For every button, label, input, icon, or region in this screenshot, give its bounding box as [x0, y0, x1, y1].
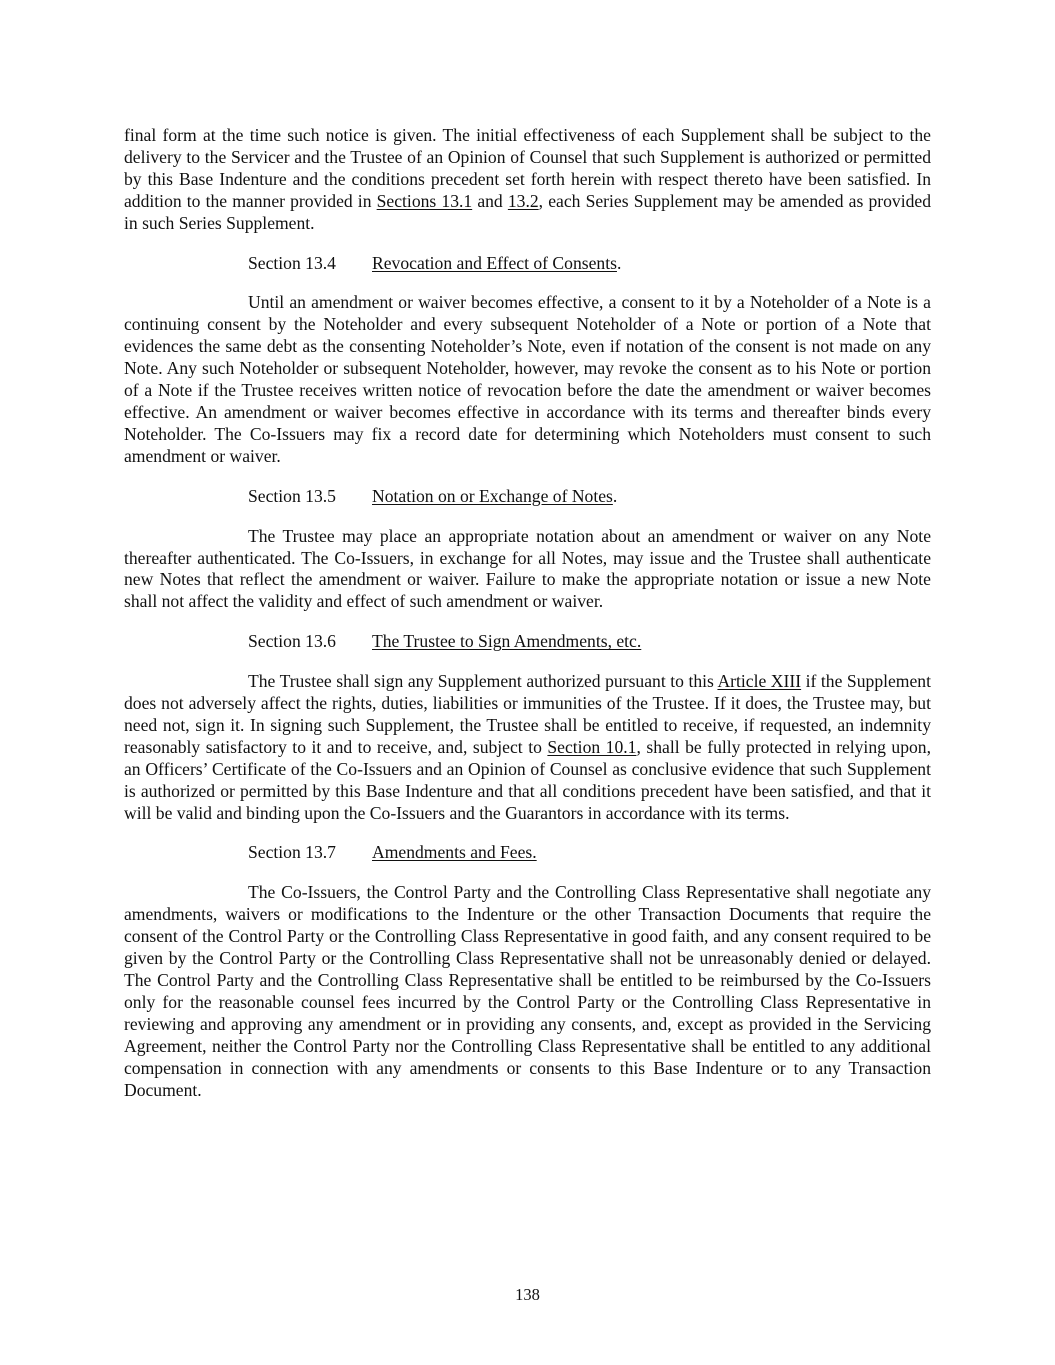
section-13-6-body — [124, 671, 931, 824]
section-13-2-reference: 13.2 — [507, 190, 539, 211]
section-13-6-body-part-3: , shall be fully protected in relying upon, an Officers’ Certificate of the Co-Issuers and an Opinion of Counsel as conclusive evidence that such Supplement is authorized or permitted by this Base Indenture and that all conditions precedent have been satisfied, and that it will be valid and binding upon the Co-Issuers and the Guarantors in accordance with its terms. — [124, 736, 932, 823]
section-13-5-number: Section 13.5 — [248, 485, 336, 506]
section-13-4-heading — [248, 253, 931, 275]
intro-paragraph — [124, 125, 931, 235]
sections-13-1-reference: Sections 13.1 — [376, 190, 473, 211]
section-13-7-number: Section 13.7 — [248, 842, 336, 863]
section-13-4-number: Section 13.4 — [248, 252, 336, 273]
section-13-5-body: The Trustee may place an appropriate notation about an amendment or waiver on any Note thereafter authenticated. The Co-Issuers, in exchange for all Notes, may issue and the Trustee shall authenticate new Notes that reflect the amendment or waiver. Failure to make the appropriate notation or issue a new Note shall not affect the validity and effect of such amendment or waiver. — [124, 525, 931, 612]
section-13-5-title: Notation on or Exchange of Notes — [372, 485, 613, 506]
section-13-5-title-period: . — [612, 485, 618, 506]
intro-text-1: final form at the time such notice is given. The initial effectiveness of each Supplement shall be subject to the delivery to the Servicer and the Trustee of an Opinion of Counsel that such Supplement is authorized or permitted by this Base Indenture and the conditions precedent set forth herein with respect thereto have been satisfied. In addition to the manner provided in — [124, 125, 931, 211]
section-13-6-heading — [248, 631, 931, 653]
section-13-4-title: Revocation and Effect of Consents — [372, 252, 617, 273]
section-10-1-reference: Section 10.1 — [547, 736, 637, 757]
section-13-6-body-part-2: if the Supplement does not adversely affect the rights, duties, liabilities or immunities of the Trustee. If it does, the Trustee may, but need not, sign it. In signing such Supplement, the Trustee shall be entitled to receive, if requested, an indemnity reasonably satisfactory to it and to receive, and, subject to — [124, 671, 931, 757]
section-13-6-title: The Trustee to Sign Amendments, etc. — [372, 631, 642, 652]
section-13-5-heading — [248, 486, 931, 508]
section-13-7-heading — [248, 842, 931, 864]
page-number: 138 — [515, 1285, 540, 1304]
section-13-4-body: Until an amendment or waiver becomes effective, a consent to it by a Noteholder of a Note is a continuing consent by the Noteholder and every subsequent Noteholder of a Note or portion of a Note that evidences the same debt as the consenting Noteholder’s Note, even if notation of the consent is not made on any Note. Any such Noteholder or subsequent Noteholder, however, may revoke the consent as to his Note or portion of a Note if the Trustee receives written notice of revocation before the date the amendment or waiver becomes effective. An amendment or waiver becomes effective in accordance with its terms and thereafter binds every Noteholder. The Co-Issuers may fix a record date for determining which Noteholders must consent to such amendment or waiver. — [124, 292, 931, 466]
intro-text-3: , each Series Supplement may be amended as provided in such Series Supplement. — [124, 190, 932, 233]
section-13-6-number: Section 13.6 — [248, 631, 336, 652]
section-13-6-body-part-1: The Trustee shall sign any Supplement authorized pursuant to this — [248, 671, 718, 692]
section-13-7-body: The Co-Issuers, the Control Party and the Controlling Class Representative shall negotiate any amendments, waivers or modifications to the Indenture or the other Transaction Documents that require the consent of the Control Party or the Controlling Class Representative in good faith, and any consent required to be given by the Control Party or the Controlling Class Representative shall not be unreasonably denied or delayed. The Control Party and the Controlling Class Representative shall be entitled to be reimbursed by the Co-Issuers only for the reasonable counsel fees incurred by the Control Party or the Controlling Class Representative in reviewing and approving any amendment or in providing any consents, and, except as provided in the Servicing Agreement, neither the Control Party nor the Controlling Class Representative shall be entitled to any additional compensation in connection with any amendments or consents to this Base Indenture or to any Transaction Document. — [124, 882, 931, 1100]
section-13-7-title: Amendments and Fees. — [372, 842, 537, 863]
intro-text-2: and — [472, 190, 508, 211]
article-xiii-reference: Article XIII — [717, 671, 802, 692]
section-13-4-title-period: . — [616, 252, 622, 273]
document-page — [124, 125, 931, 1119]
